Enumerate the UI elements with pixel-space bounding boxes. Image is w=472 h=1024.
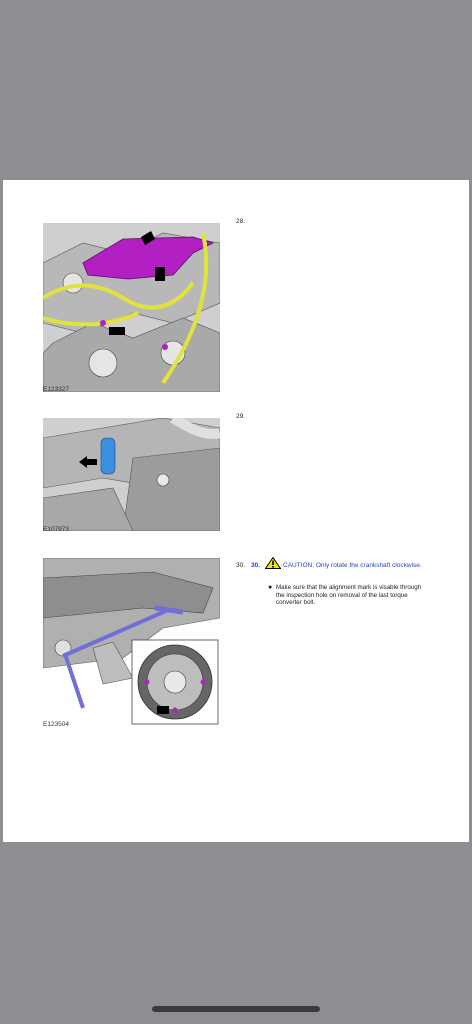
engine-illustration-2 [43, 418, 220, 531]
home-indicator[interactable] [152, 1006, 320, 1012]
engine-illustration-3 [43, 558, 220, 726]
figure-label-2: E107973 [43, 526, 70, 533]
step-30-bold-number: 30. [251, 562, 261, 569]
engine-illustration-1 [43, 223, 220, 392]
warning-icon [265, 557, 281, 569]
step-number-28: 28. [236, 218, 246, 225]
figure-e123504 [43, 558, 220, 726]
step-number-30: 30. [236, 562, 246, 569]
bullet-dot-icon: ● [268, 584, 273, 591]
figure-e107973 [43, 418, 220, 531]
caution-text: CAUTION: Only rotate the crankshaft clockwise. [283, 562, 422, 569]
step-number-29: 29. [236, 413, 246, 420]
figure-label-1: E123327 [43, 386, 70, 393]
figure-label-3: E123504 [43, 721, 70, 728]
figure-e123327 [43, 223, 220, 392]
bullet-text: Make sure that the alignment mark is visable through the inspection hole on removal of the last torque converter bolt. [276, 584, 422, 606]
document-page [3, 180, 469, 842]
